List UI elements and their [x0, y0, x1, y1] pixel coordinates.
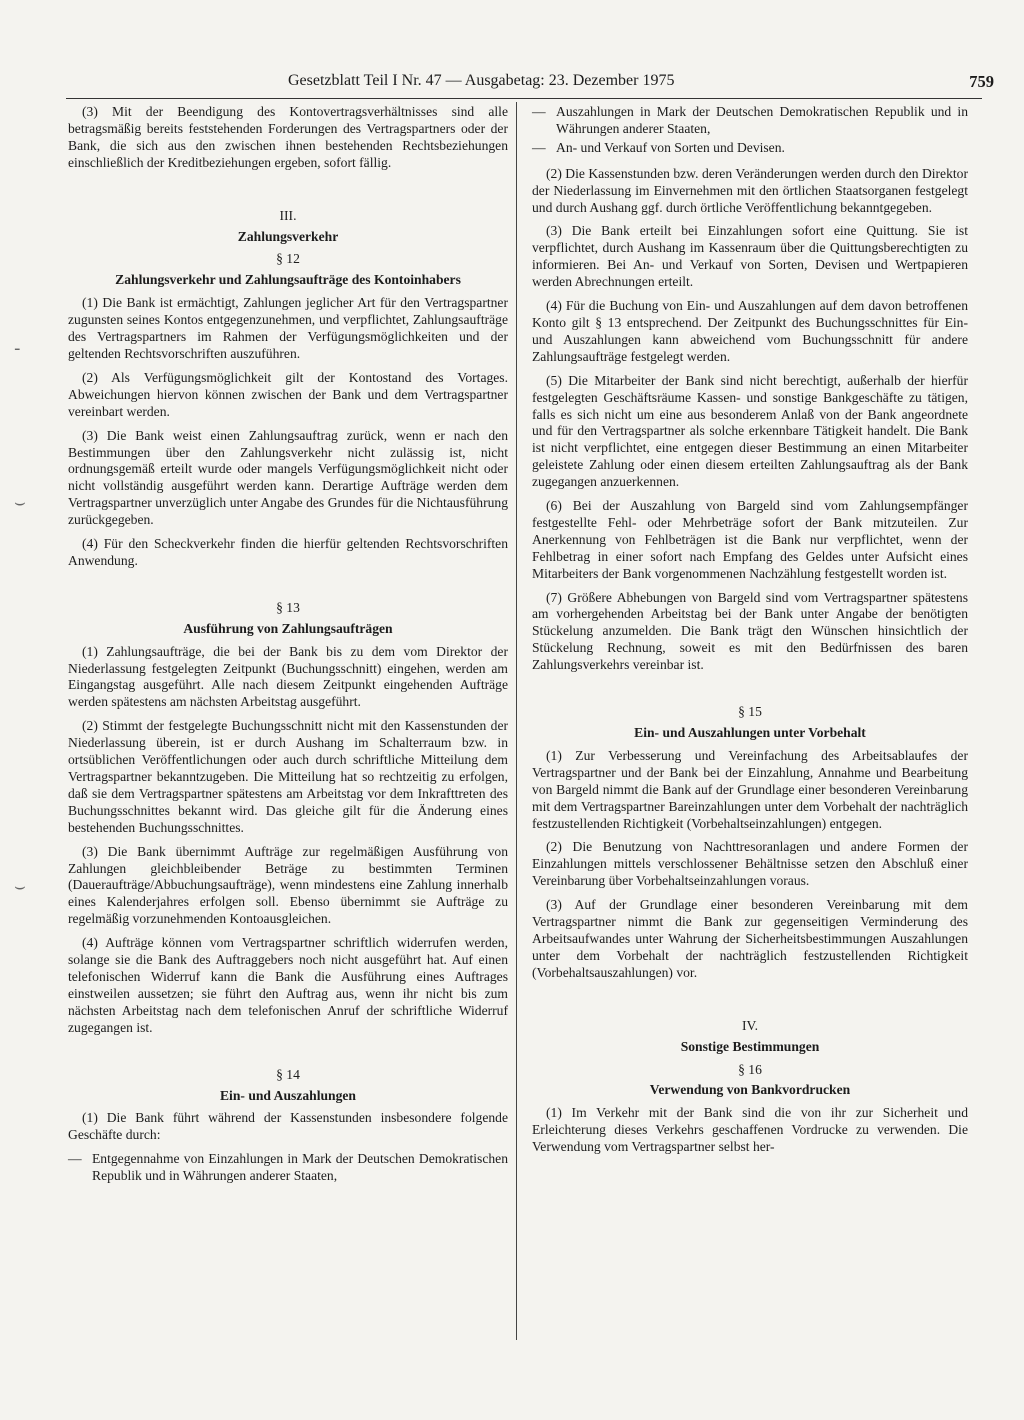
paragraph: (3) Die Bank erteilt bei Einzahlungen sofort eine Quittung. Sie ist verpflichtet, durch Aushang im Kassenraum über die Quittungsberechtigten zu informieren. Bei An- und Verkauf von Sorten, Devisen und Wertpapieren werden Abrechnungen erteilt. [532, 223, 968, 290]
list-item [532, 104, 968, 138]
left-column [68, 104, 508, 1187]
paragraph: (3) Auf der Grundlage einer besonderen Vereinbarung mit dem Vertragspartner nimmt die Bank zur gegenseitigen Verminderung des Arbeitsaufwandes unter Wahrung der Sicherheitsbestimmungen Auszahlungen unter dem Vorbehalt der nachträglich festzustellenden Richtigkeit (Vorbehaltsauszahlungen) vor. [532, 897, 968, 980]
paragraph: (3) Die Bank übernimmt Aufträge zur regelmäßigen Ausführung von Zahlungen gleichbleibender Beträge zu bestimmten Terminen (Daueraufträge/Abbuchungsaufträge), wenn mindestens eine Zahlung innerhalb eines Kalenderjahres erfolgen soll. Ebenso übernimmt sie Aufträge zu regelmäßig vorzunehmenden Kontoausgleichen. [68, 843, 508, 927]
column-divider [516, 102, 517, 1340]
list-item-text: Auszahlungen in Mark der Deutschen Demokratischen Republik und in Währungen anderer Staaten, [556, 104, 968, 136]
list-item-text: An- und Verkauf von Sorten und Devisen. [556, 139, 785, 155]
section-title: Ein- und Auszahlungen unter Vorbehalt [634, 725, 866, 740]
header-title: Gesetzblatt Teil I Nr. 47 — Ausgabetag: 23. Dezember 1975 [288, 72, 675, 89]
paragraph: (1) Die Bank führt während der Kassenstunden insbesondere folgende Geschäfte durch: [68, 1110, 508, 1143]
dash-marker: — [532, 104, 546, 119]
paragraph: (3) Mit der Beendigung des Kontovertragsverhältnisses sind alle betragsmäßig bereits feststehenden Forderungen des Vertragspartners oder der Bank, die sich aus den zwischen ihnen bestehenden Rechtsbeziehungen einschließlich der Kreditbeziehungen ergeben, sofort fällig. [68, 104, 508, 170]
paragraph: (1) Die Bank ist ermächtigt, Zahlungen jeglicher Art für den Vertragspartner zugunsten seines Kontos entgegenzunehmen, und verpflichtet, Zahlungsaufträge des Vertragspartners im Rahmen der Verfügungsmöglichkeiten und der geltenden Rechtsvorschriften auszuführen. [68, 295, 508, 361]
header-rule [66, 98, 982, 99]
paragraph: (2) Als Verfügungsmöglichkeit gilt der Kontostand des Vortages. Abweichungen hiervon können zwischen der Bank und dem Vertragspartner vereinbart werden. [68, 369, 508, 419]
paragraph: (2) Die Kassenstunden bzw. deren Veränderungen werden durch den Direktor der Niederlassung im Einvernehmen mit den örtlichen Staatsorganen festgelegt und durch Aushang ggf. durch örtliche Veröffentlichung bekanntgegeben. [532, 165, 968, 215]
section-title: Ein- und Auszahlungen [219, 1087, 356, 1103]
paragraph: (3) Die Bank weist einen Zahlungsauftrag zurück, wenn er nach den Bestimmungen über den Zahlungsverkehr nicht zulässig ist, nicht ordnungsgemäß erteilt wurde oder mangels Verfügungsmöglichkeit nicht oder nicht vollständig ausgeführt werden kann. Derartige Aufträge werden dem Vertragspartner unverzüglich unter Angabe des Grundes für die Nichtausführung zurückgegeben. [68, 427, 508, 528]
part-title: Zahlungsverkehr [237, 228, 339, 244]
margin-mark: ⌣ [14, 492, 26, 513]
paragraph: (1) Zur Verbesserung und Vereinfachung des Arbeitsablaufes der Vertragspartner und der Bank bei der Einzahlung, Annahme und Bearbeitung von Bargeld nimmt die Bank auf der Grundlage einer besonderen Vereinbarung mit dem Vertragspartner Bareinzahlungen unter dem Vorbehalt der nachträglich festzustellenden Richtigkeit (Vorbehaltseinzahlungen) entgegen. [532, 747, 968, 831]
part-number: IV. [742, 1017, 758, 1033]
section-number: § 14 [276, 1066, 300, 1082]
paragraph: (5) Die Mitarbeiter der Bank sind nicht berechtigt, außerhalb der hierfür festgelegten Geschäftsräume Kassen- und sonstige Bankgeschäfte zu tätigen, falls es sich nicht um eine aus besonderem Anlaß von der Bank angeordnete und für den Vertragspartner als solche erkennbare Tätigkeit handelt. Die Bank ist nicht verpflichtet, eine entgegen dieser Bestimmung an einen Mitarbeiter geleistete Zahlung oder einen diesem erteilten Zahlungsauftrag als der Bank zugegangen anzuerkennen. [532, 372, 968, 490]
page-header [40, 72, 994, 94]
paragraph: (7) Größere Abhebungen von Bargeld sind vom Vertragspartner spätestens am vorhergehenden Arbeitstag bei der Bank unter Angabe der benötigten Stückelung anzumelden. Die Bank trägt den Wünschen hinsichtlich der Stückelung Rechnung, soweit es mit den Bedürfnissen des baren Zahlungsverkehrs vereinbar ist. [532, 589, 968, 673]
section-title: Zahlungsverkehr und Zahlungsaufträge des Kontoinhabers [115, 272, 461, 288]
paragraph: (1) Im Verkehr mit der Bank sind die von ihr zur Sicherheit und Erleichterung dieses Verkehrs geschaffenen Vordrucke zu verwenden. Die Verwendung vom Vertragspartner selbst her- [532, 1105, 968, 1155]
page-number: 759 [969, 72, 994, 91]
section-number: § 16 [738, 1061, 762, 1077]
list-item [532, 140, 968, 157]
section-title: Verwendung von Bankvordrucken [649, 1082, 851, 1098]
margin-mark: - [14, 338, 21, 359]
paragraph: (4) Aufträge können vom Vertragspartner schriftlich widerrufen werden, solange sie die Bank des Auftraggebers noch nicht ausgeführt hat. Auf einen telefonischen Widerruf kann die Bank die Ausführung eines Auftrages einstweilen aussetzen; sie führt den Auftrag aus, wenn ihr nicht bis zum nächsten Arbeitstag nach dem telefonischen Anruf der schriftliche Widerruf zugegangen ist. [68, 935, 508, 1035]
section-number: § 12 [276, 251, 300, 267]
paragraph: (4) Für den Scheckverkehr finden die hierfür geltenden Rechtsvorschriften Anwendung. [68, 536, 508, 568]
paragraph: (2) Die Benutzung von Nachttresoranlagen und andere Formen der Einzahlungen mittels verschlossener Behältnisse setzen den Abschluß einer Vereinbarung über Vorbehaltseinzahlungen voraus. [532, 839, 968, 889]
right-column [532, 104, 968, 1163]
section-number: § 13 [276, 599, 300, 615]
paragraph: (2) Stimmt der festgelegte Buchungsschnitt nicht mit den Kassenstunden der Niederlassung überein, ist er durch Aushang im Schalterraum bzw. in ortsüblichen Veröffentlichungen oder auch durch schriftliche Mitteilung dem Vertragspartner bekanntzugeben. Die Mitteilung hat so rechtzeitig zu erfolgen, daß sie dem Vertragspartner spätestens am Arbeitstag vor dem Inkrafttreten des Buchungsschnittes bekannt wird. Das gleiche gilt für die Änderung eines bestehenden Buchungsschnittes. [68, 718, 508, 835]
paragraph: (4) Für die Buchung von Ein- und Auszahlungen auf dem davon betroffenen Konto gilt § 13 entsprechend. Der Zeitpunkt des Buchungsschnittes für Ein- und Auszahlungen kann abweichend vom Buchungsschnitt für andere Zahlungsaufträge festgelegt werden. [532, 298, 968, 364]
dash-marker: — [532, 139, 546, 155]
dash-marker: — [68, 1151, 82, 1167]
list-item-text: Entgegennahme von Einzahlungen in Mark der Deutschen Demokratischen Republik und in Währungen anderer Staaten, [92, 1151, 508, 1184]
margin-mark: ⌣ [14, 876, 26, 897]
section-number: § 15 [738, 704, 762, 720]
paragraph: (6) Bei der Auszahlung von Bargeld sind vom Zahlungsempfänger festgestellte Fehl- oder Mehrbeträge sofort der Bank mitzuteilen. Zur Anerkennung von Fehlbeträgen ist die Bank nur verpflichtet, wenn der Fehlbetrag in einer sofort nach Empfang des Geldes unter Aufsicht eines Mitarbeiters der Bank vorgenommenen Nachzählung festgestellt worden ist. [532, 498, 968, 581]
section-title: Ausführung von Zahlungsaufträgen [183, 620, 393, 636]
list-item [68, 1151, 508, 1185]
part-title: Sonstige Bestimmungen [680, 1038, 820, 1054]
paragraph: (1) Zahlungsaufträge, die bei der Bank bis zu dem vom Direktor der Niederlassung festgelegten Zeitpunkt (Buchungsschnitt) eingehen, werden am Eingangstag ausgeführt. Alle nach diesem Zeitpunkt eingehenden Aufträge werden spätestens am nächsten Arbeitstag ausgeführt. [68, 643, 508, 710]
part-number: III. [279, 207, 297, 223]
